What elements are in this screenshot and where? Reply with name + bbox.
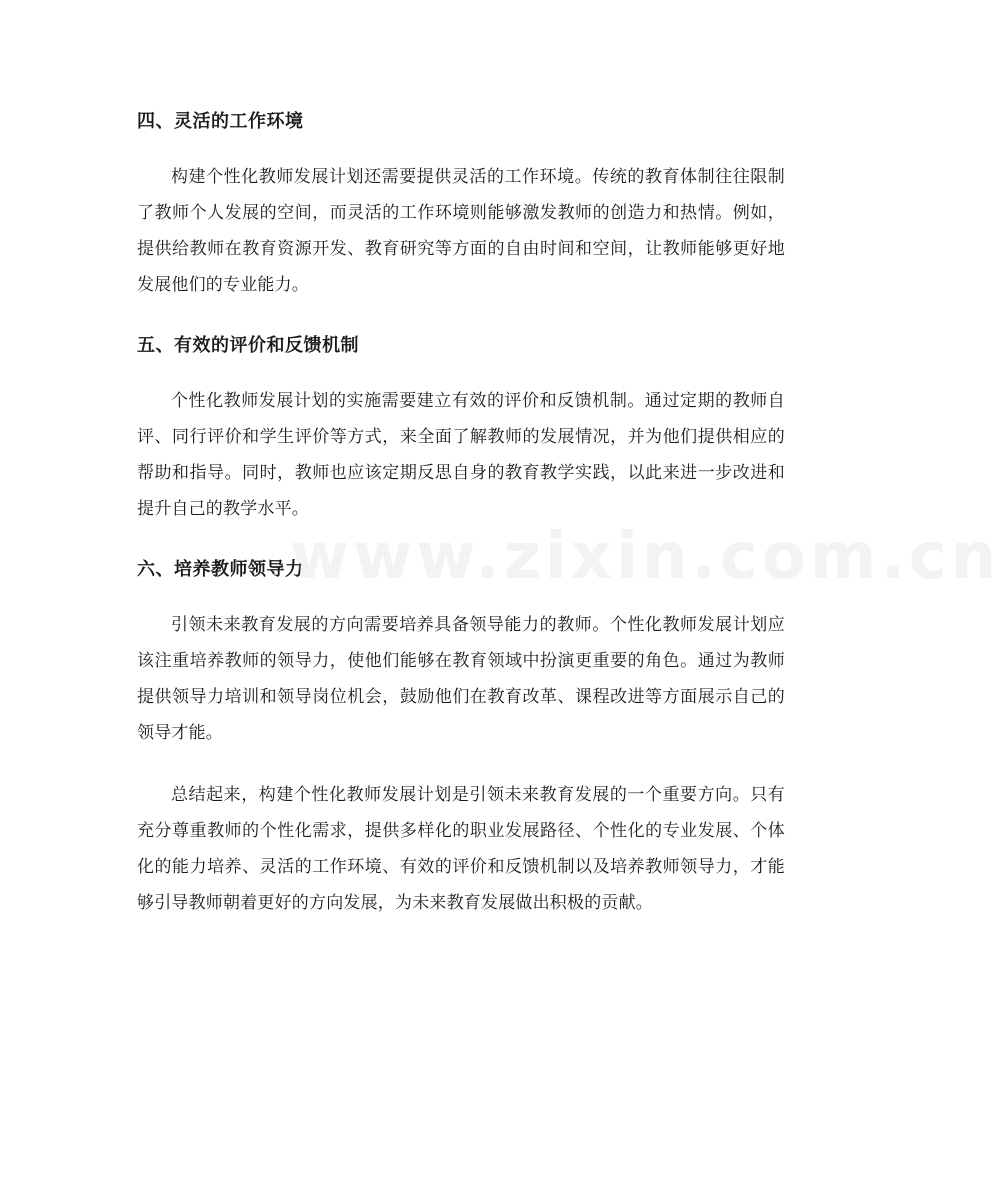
section-paragraph-6: 引领未来教育发展的方向需要培养具备领导能力的教师。个性化教师发展计划应该注重培养教师的领导力，使他们能够在教育领域中扮演更重要的角色。通过为教师提供领导力培训和领导岗位机会，鼓励他们在教育改革、课程改进等方面展示自己的领导才能。 (137, 615, 785, 743)
section-heading-5: 五、有效的评价和反馈机制 (137, 335, 359, 356)
section-heading-4: 四、灵活的工作环境 (137, 111, 304, 132)
section-paragraph-5: 个性化教师发展计划的实施需要建立有效的评价和反馈机制。通过定期的教师自评、同行评价和学生评价等方式，来全面了解教师的发展情况，并为他们提供相应的帮助和指导。同时，教师也应该定期反思自身的教育教学实践，以此来进一步改进和提升自己的教学水平。 (137, 391, 785, 519)
section-paragraph-4: 构建个性化教师发展计划还需要提供灵活的工作环境。传统的教育体制往往限制了教师个人发展的空间，而灵活的工作环境则能够激发教师的创造力和热情。例如，提供给教师在教育资源开发、教育研究等方面的自由时间和空间，让教师能够更好地发展他们的专业能力。 (137, 167, 785, 295)
watermark: www.zixin.com.cn (290, 520, 1000, 594)
conclusion-paragraph: 总结起来，构建个性化教师发展计划是引领未来教育发展的一个重要方向。只有充分尊重教师的个性化需求，提供多样化的职业发展路径、个性化的专业发展、个体化的能力培养、灵活的工作环境、有效的评价和反馈机制以及培养教师领导力，才能够引导教师朝着更好的方向发展，为未来教育发展做出积极的贡献。 (137, 785, 785, 913)
document-body (137, 105, 785, 921)
section-heading-6: 六、培养教师领导力 (137, 559, 304, 580)
